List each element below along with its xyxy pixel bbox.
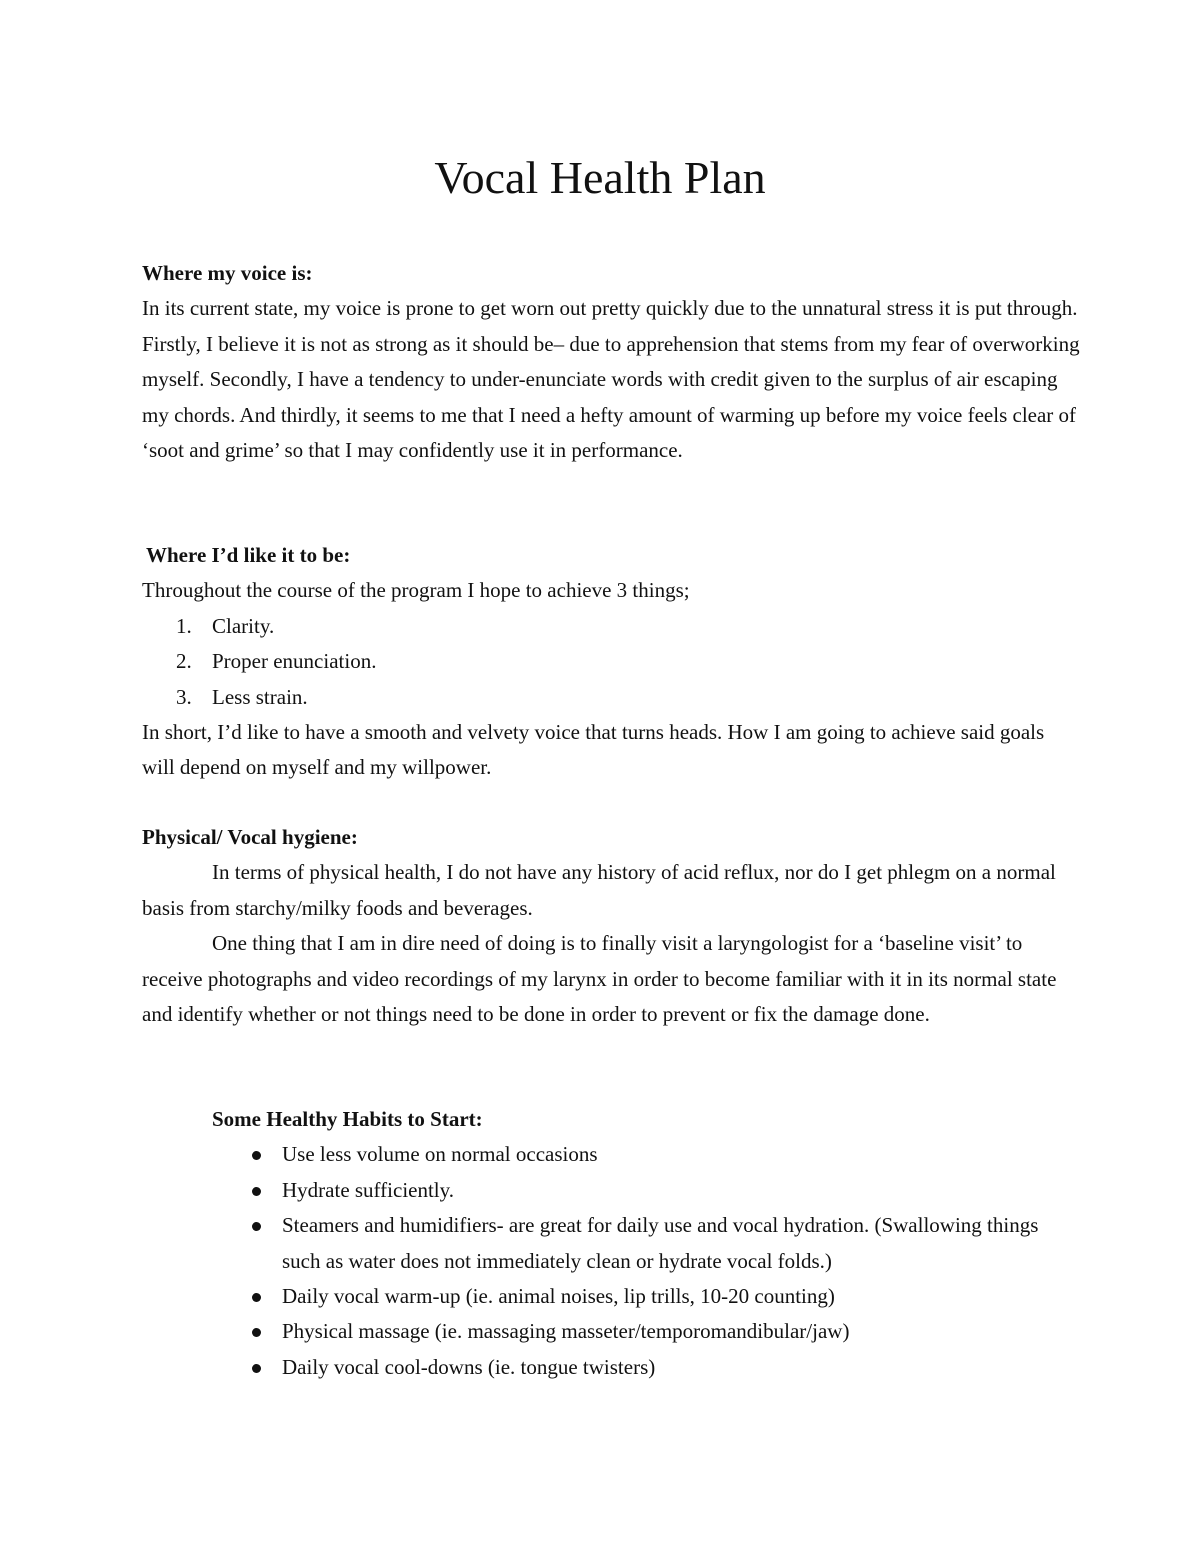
section-closing: In short, I’d like to have a smooth and velvety voice that turns heads. How I am going to achieve said goals will depend on myself and my willpower. — [142, 720, 1045, 780]
list-item — [212, 1350, 1072, 1385]
bullet-icon — [252, 1328, 261, 1337]
list-item-text: Daily vocal cool-downs (ie. tongue twisters) — [282, 1354, 656, 1379]
list-item-text: Physical massage (ie. massaging masseter/temporomandibular/jaw) — [282, 1319, 850, 1344]
bullet-icon — [252, 1364, 261, 1373]
list-number: 2. — [176, 649, 192, 674]
list-item — [212, 1173, 1072, 1208]
section-heading: Where my voice is: — [142, 261, 313, 285]
list-number: 3. — [176, 684, 192, 709]
habits-list — [212, 1137, 1072, 1385]
section-goals — [142, 538, 1082, 786]
bullet-icon — [252, 1151, 261, 1160]
section-hygiene — [142, 820, 1082, 1032]
document-title: Vocal Health Plan — [434, 152, 766, 203]
list-item-text: Use less volume on normal occasions — [282, 1142, 598, 1167]
section-heading: Some Healthy Habits to Start: — [212, 1107, 483, 1131]
list-item — [212, 1208, 1072, 1279]
list-item-text: Daily vocal warm-up (ie. animal noises, lip trills, 10-20 counting) — [282, 1284, 835, 1309]
list-number: 1. — [176, 613, 192, 638]
list-item — [142, 680, 1082, 715]
list-item-text: Proper enunciation. — [212, 649, 377, 674]
section-paragraph: In terms of physical health, I do not have any history of acid reflux, nor do I get phlegm on a normal basis from starchy/milky foods and beverages. — [142, 860, 1056, 920]
list-item-text: Clarity. — [212, 613, 275, 638]
bullet-icon — [252, 1222, 261, 1231]
section-heading: Physical/ Vocal hygiene: — [142, 825, 358, 849]
list-item — [212, 1279, 1072, 1314]
section-intro: Throughout the course of the program I hope to achieve 3 things; — [142, 578, 690, 603]
goals-list — [142, 609, 1082, 715]
bullet-icon — [252, 1293, 261, 1302]
list-item — [142, 609, 1082, 644]
section-paragraph: One thing that I am in dire need of doing is to finally visit a laryngologist for a ‘baseline visit’ to receive photographs and video recordings of my larynx in order to become familiar with it in its normal state and identify whether or not things need to be done in order to prevent or fix the damage done. — [142, 931, 1057, 1027]
section-heading: Where I’d like it to be: — [146, 543, 351, 567]
list-item — [212, 1314, 1072, 1349]
list-item-text: Less strain. — [212, 684, 308, 709]
list-item — [212, 1137, 1072, 1172]
section-current-voice — [142, 256, 1082, 468]
list-item-text: Hydrate sufficiently. — [282, 1177, 455, 1202]
bullet-icon — [252, 1187, 261, 1196]
list-item-text: Steamers and humidifiers- are great for daily use and vocal hydration. (Swallowing things such as water does not immediately clean or hydrate vocal folds.) — [282, 1213, 1039, 1273]
section-paragraph: In its current state, my voice is prone to get worn out pretty quickly due to the unnatural stress it is put through. Firstly, I believe it is not as strong as it should be– due to apprehension that stems from my fear of overworking myself. Secondly, I have a tendency to under-enunciate words with credit given to the surplus of air escaping my chords. And thirdly, it seems to me that I need a hefty amount of warming up before my voice feels clear of ‘soot and grime’ so that I may confidently use it in performance. — [142, 296, 1080, 463]
list-item — [142, 644, 1082, 679]
section-habits — [212, 1102, 1072, 1385]
